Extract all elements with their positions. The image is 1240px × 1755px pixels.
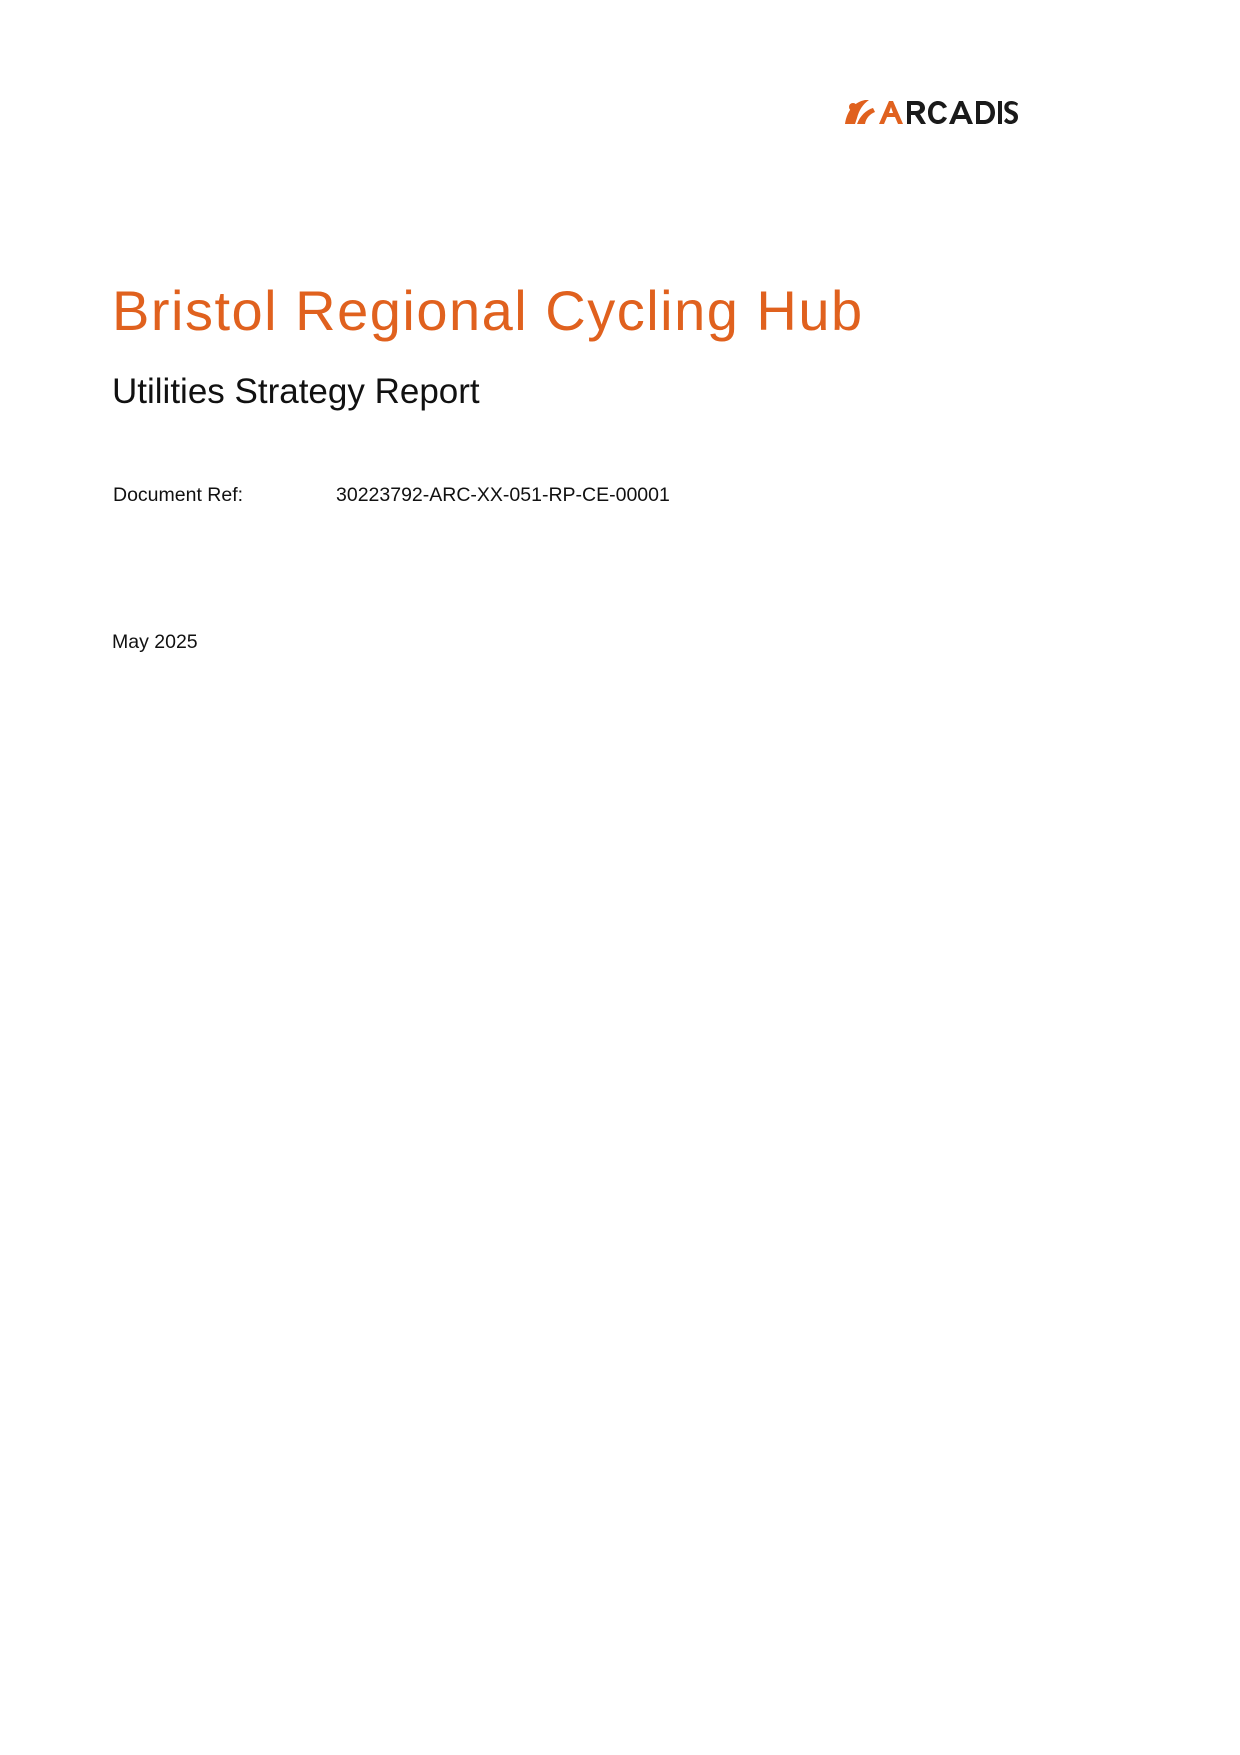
document-ref-label: Document Ref: bbox=[113, 484, 244, 506]
document-title: Bristol Regional Cycling Hub bbox=[112, 279, 864, 342]
arcadis-logo-icon bbox=[845, 100, 875, 124]
document-ref-value: 30223792-ARC-XX-051-RP-CE-00001 bbox=[336, 484, 670, 506]
document-subtitle: Utilities Strategy Report bbox=[112, 372, 480, 411]
arcadis-logo bbox=[843, 96, 1019, 128]
document-date: May 2025 bbox=[112, 631, 198, 653]
